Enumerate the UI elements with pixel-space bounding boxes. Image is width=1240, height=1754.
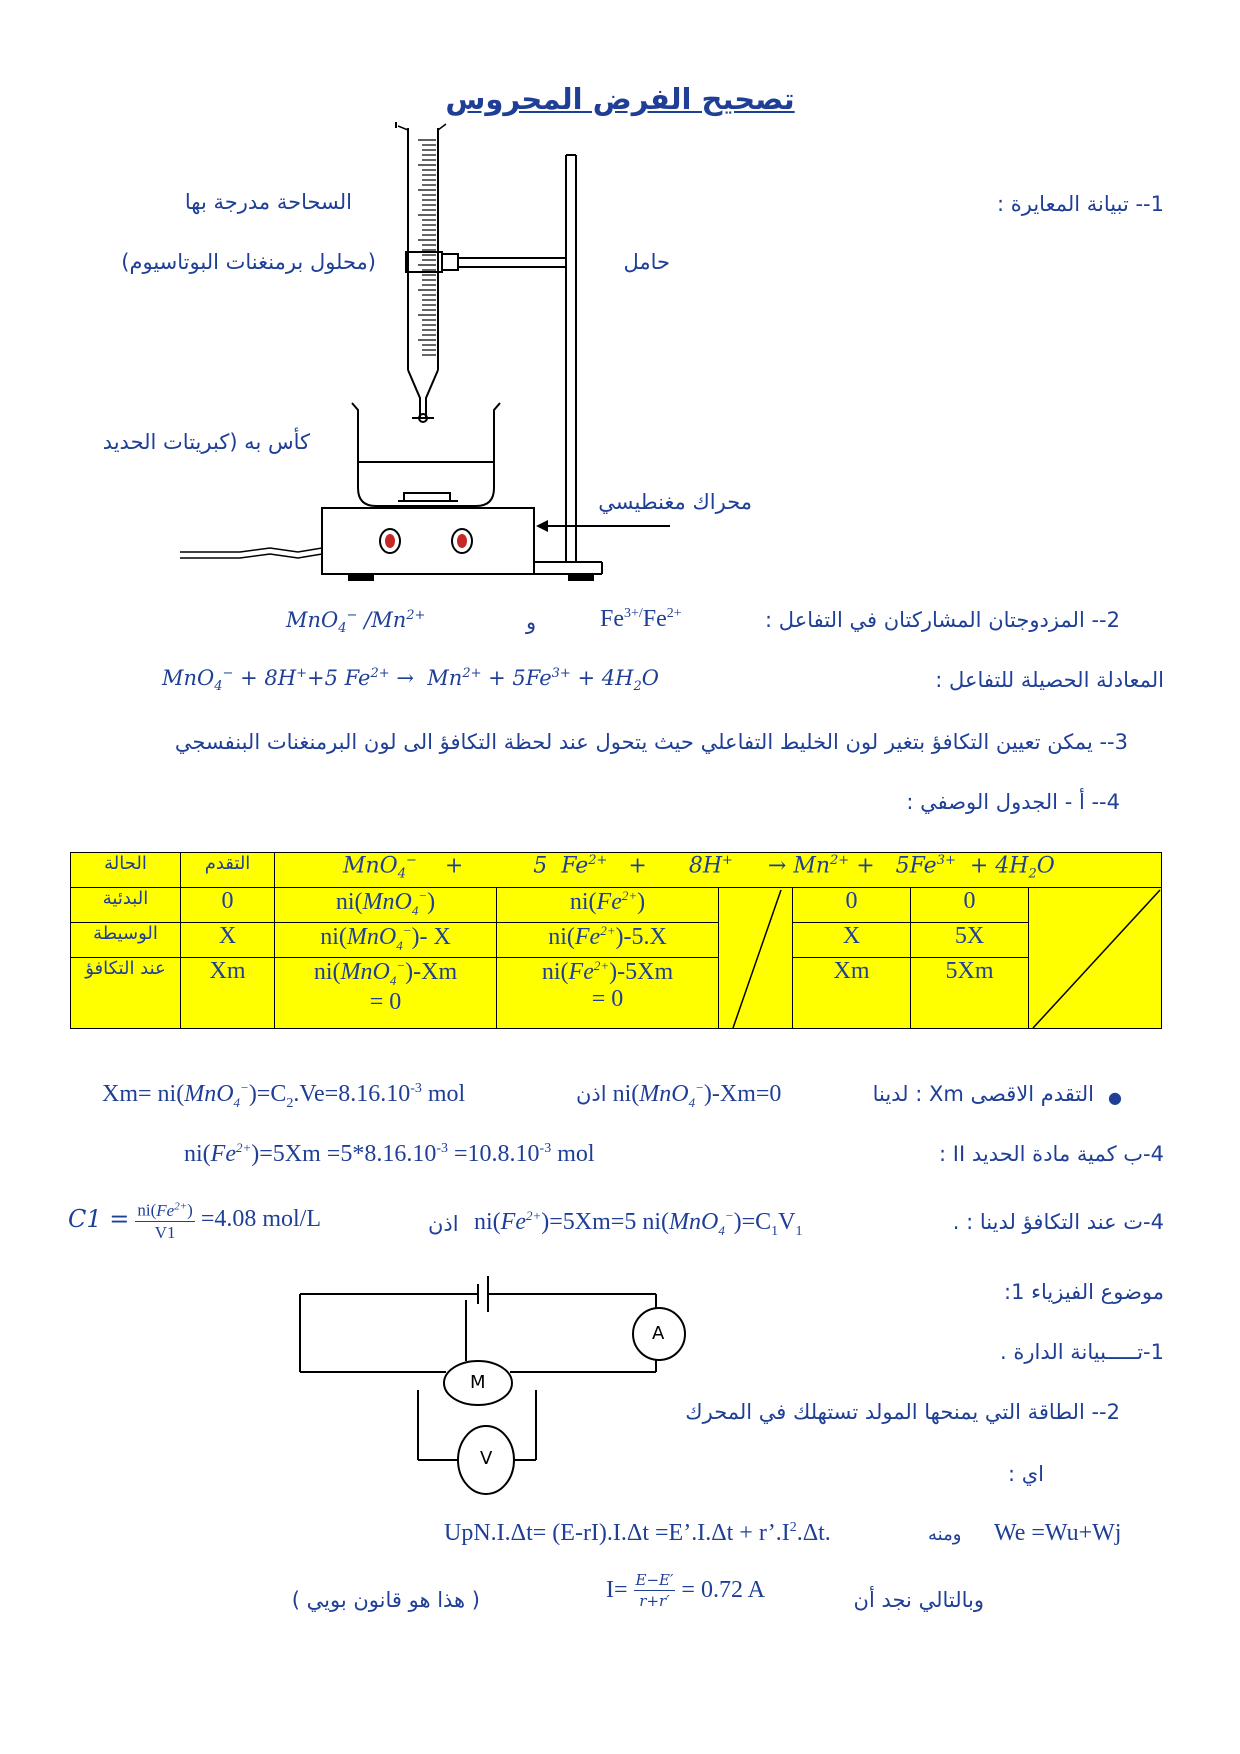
row-state: عند التكافؤ xyxy=(71,958,181,1029)
global-equation: MnO$_4$− + 8H++5 $Fe^{2+} \to Mn^{2+} + 5Fe^{3+} + 4H_2O$ xyxy=(162,666,659,695)
physics-p2: 2-- الطاقة التي يمنحها المولد تستهلك في المحرك xyxy=(685,1400,1120,1424)
page-title: تصحيح الفرض المحروس xyxy=(445,82,795,116)
row-progress: Xm xyxy=(181,958,275,1029)
ammeter-symbol: A xyxy=(652,1323,665,1344)
couple-fe: $Fe^{3+/}Fe^{2+}$ xyxy=(600,606,682,632)
row-mn2: X xyxy=(793,923,911,958)
beaker-label: كأس به (كبريتات الحديد xyxy=(102,430,310,454)
burette-label: السحاحة مدرجة بها xyxy=(184,190,352,214)
row-state: الوسيطة xyxy=(71,923,181,958)
motor-symbol: M xyxy=(470,1372,486,1393)
energy-balance: We =Wu+Wj xyxy=(994,1520,1122,1546)
q4b-label: 4-ب كمية مادة الحديد II : xyxy=(939,1142,1164,1166)
voltmeter-symbol: V xyxy=(480,1448,493,1469)
row-fe3: 5Xm xyxy=(911,958,1029,1029)
q4c-equation: $ni(Fe^{2+})=5Xm=5$ $ni(MnO_4^-)=C_1V_1$ xyxy=(474,1208,803,1239)
row-fe3: 0 xyxy=(911,888,1029,923)
then-find-label: وبالتالي نجد أن xyxy=(853,1588,984,1612)
and-from-label: ومنه xyxy=(928,1524,962,1545)
row-fe2: $ni(Fe^{2+})-5Xm$ = 0 xyxy=(497,958,719,1029)
couple-mn: MnO$_4$− $/Mn^{2+}$ xyxy=(286,608,426,637)
apparatus-section-label: 1-- تبيانة المعايرة : xyxy=(997,192,1164,216)
physics-p3: اي : xyxy=(1007,1462,1044,1486)
physics-title: موضوع الفيزياء 1: xyxy=(1003,1280,1164,1304)
row-mn2: 0 xyxy=(793,888,911,923)
and-label: و xyxy=(526,610,537,634)
current-formula: I= $\frac{E-E'}{r+r'}$ = 0.72 A xyxy=(606,1571,765,1610)
header-progress: التقدم xyxy=(181,853,275,888)
row-mno4: ni(MnO$_4$−)- X xyxy=(275,923,497,958)
row-mno4: ni(MnO$_4$−) xyxy=(275,888,497,923)
q3-text: 3-- يمكن تعيين التكافؤ بتغير لون الخليط التفاعلي حيث يتحول عند لحظة التكافؤ الى لون البرمنغنات البنفسجي xyxy=(174,730,1128,754)
row-mno4: ni(MnO$_4$−)-Xm = 0 xyxy=(275,958,497,1029)
row-fe2: $ni(Fe^{2+})-5.X$ xyxy=(497,923,719,958)
xm-value: $Xm= ni(MnO_4^-)=C_2.Ve=8.16.10^{-3}$ mol xyxy=(102,1080,466,1111)
q4c-label: 4-ت عند التكافؤ لدينا : . xyxy=(952,1210,1164,1234)
header-state: الحالة xyxy=(71,853,181,888)
stand-label: حامل xyxy=(623,250,670,274)
physics-p1: 1-تـــــبيانة الدارة . xyxy=(1000,1340,1164,1364)
bullet-icon: ● xyxy=(1108,1088,1122,1107)
solution-label: (محلول برمنغنات البوتاسيوم) xyxy=(121,250,376,274)
header-equation: MnO$_4$− + 5 $Fe^{2+}$ + 8H+ → $Mn^{2+} + 5Fe^{3+} + 4H_2O$ xyxy=(275,853,1162,888)
row-state: البدئية xyxy=(71,888,181,923)
q2-label: 2-- المزدوجتان المشاركتان في التفاعل : xyxy=(765,608,1120,632)
equation-label: المعادلة الحصيلة للتفاعل : xyxy=(935,668,1164,692)
q4c-then: اذن xyxy=(428,1212,459,1236)
row-progress: 0 xyxy=(181,888,275,923)
q4c-value: C1 = $\frac{ni(Fe^{2+})}{V1}$ =4.08 mol/L xyxy=(68,1196,321,1243)
row-mn2: Xm xyxy=(793,958,911,1029)
law-note: ( هذا هو قانون بويي ) xyxy=(291,1588,480,1612)
upn-equation: UpN.I.Δt= (E-rI).I.Δt =E’.I.Δt + $r’.I^2.\Delta t$. xyxy=(444,1520,831,1546)
xm-condition: اذن ni(MnO$_4$−)-Xm=0 xyxy=(576,1080,782,1110)
q4b-value: $ni(Fe^{2+})=5Xm =5*8.16.10^{-3} =10.8.10^{-3}$ mol xyxy=(184,1140,595,1167)
q4a-label: 4-- أ - الجدول الوصفي : xyxy=(906,790,1120,814)
row-fe3: 5X xyxy=(911,923,1029,958)
row-fe2: $ni(Fe^{2+})$ xyxy=(497,888,719,923)
xm-label: التقدم الاقصى Xm : لدينا xyxy=(872,1082,1094,1106)
row-progress: X xyxy=(181,923,275,958)
stirrer-label: محراك مغنطيسي xyxy=(598,490,752,514)
